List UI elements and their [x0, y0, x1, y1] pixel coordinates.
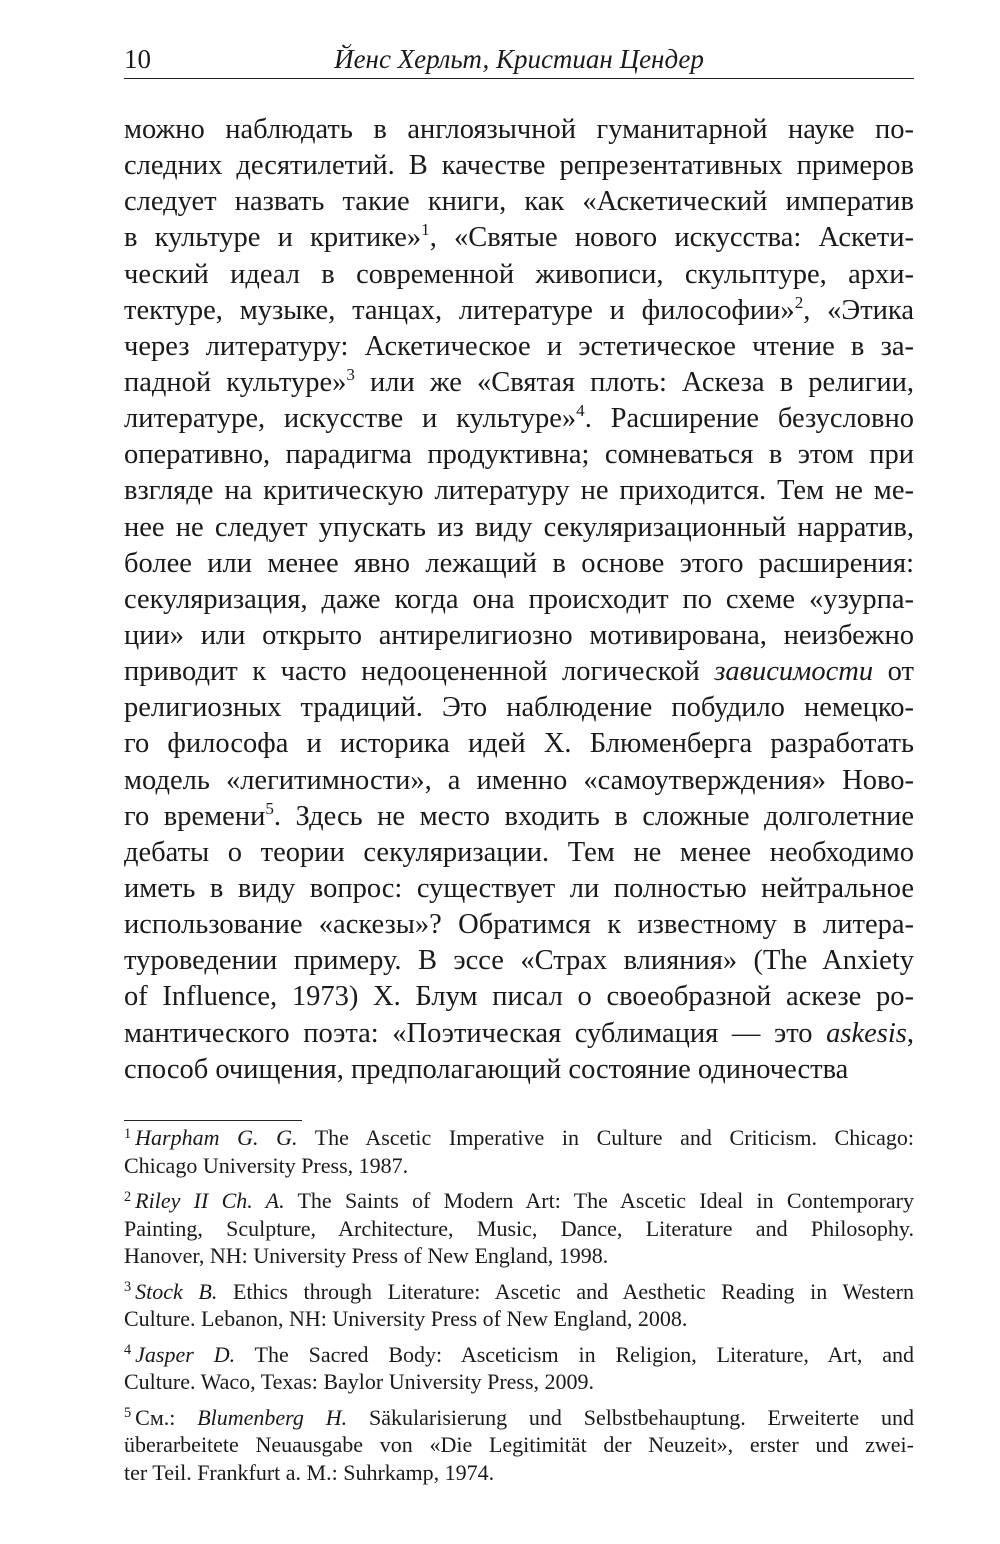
text-line: следует назвать такие книги, как «Аскетический императив	[124, 186, 914, 218]
footnote: $^3$ Stock B. Ethics through Literature: Ascetic and Aesthetic Reading in Western Culture. Lebanon, NH: University Press of New England, 2008.	[124, 1278, 914, 1331]
text-line: го философа и историка идей Х. Блюменберга разработать	[124, 728, 914, 760]
footnotes	[124, 1124, 914, 1494]
body-text	[124, 112, 914, 1088]
footnote-author: Riley II Ch. A.	[135, 1188, 285, 1213]
emphasis: askesis	[826, 1017, 907, 1049]
footnote-number: 1	[124, 1125, 132, 1142]
text-line: ческий идеал в современной живописи, скульптуре, архи-	[124, 258, 914, 290]
text-line: туроведении примеру. В эссе «Страх влияния» (The Anxiety	[124, 945, 914, 977]
footnote: $^2$ Riley II Ch. A. The Saints of Modern Art: The Ascetic Ideal in Contemporary Painting, Sculpture, Architecture, Music, Dance, Literature and Philosophy. Hanover, NH: University Press of New England, 1998.	[124, 1188, 915, 1268]
text-line: в культуре и критике»$^1$, «Святые нового искусства: Аскети-	[124, 220, 915, 254]
text-line: литературе, искусстве и культуре»$^4$. Расширение безусловно	[124, 401, 914, 435]
footnote-number: 2	[124, 1188, 132, 1205]
footnote: $^4$ Jasper D. The Sacred Body: Asceticism in Religion, Literature, Art, and Culture. Waco, Texas: Baylor University Press, 2009.	[124, 1341, 914, 1394]
running-title: Йенс Херльт, Кристиан Цендер	[334, 44, 704, 74]
text-line: секуляризация, даже когда она происходит по схеме «узурпа-	[124, 583, 914, 615]
text-line: через литературу: Аскетическое и эстетическое чтение в за-	[124, 330, 914, 362]
footnote-ref[interactable]: 4	[576, 401, 585, 421]
text-line: тектуре, музыке, танцах, литературе и философии»$^2$, «Этика	[124, 292, 914, 326]
emphasis: зависимости	[714, 656, 874, 688]
text-line: го времени$^5$. Здесь не место входить в сложные долголетние	[124, 798, 914, 832]
footnote-number: 4	[124, 1342, 132, 1359]
footnote-author: Blumenberg H.	[197, 1404, 348, 1430]
footnote-author: Harpham G. G.	[135, 1125, 298, 1150]
text-line: приводит к часто недооцененной логической зависимости от	[124, 656, 914, 688]
text-line: модель «легитимности», а именно «самоутверждения» Ново-	[124, 764, 914, 796]
text-line: дебаты о теории секуляризации. Тем не менее необходимо	[124, 836, 914, 868]
header-rule	[124, 78, 914, 79]
footnote-ref[interactable]: 5	[265, 798, 274, 818]
footnote-rule	[124, 1120, 302, 1121]
footnote-ref[interactable]: 2	[794, 292, 804, 312]
footnote-ref[interactable]: 1	[421, 220, 430, 240]
text-line: более или менее явно лежащий в основе этого расширения:	[124, 547, 914, 579]
footnote: $^5$ См.: Blumenberg H. Säkularisierung und Selbstbehauptung. Erweiterte und überarbeitete Neuausgabe von «Die Legitimität der Neuzeit», erster und zwei- ter Teil. Frankfurt a. M.: Suhrkamp, 1974.	[124, 1404, 914, 1485]
text-line: оперативно, парадигма продуктивна; сомневаться в этом при	[124, 439, 914, 471]
footnote-author: Jasper D.	[135, 1341, 236, 1367]
footnote-ref[interactable]: 3	[346, 364, 355, 384]
text-line: использование «аскезы»? Обратимся к известному в литера-	[124, 909, 914, 941]
text-line: иметь в виду вопрос: существует ли полностью нейтральное	[124, 872, 914, 904]
footnote: $^1$ Harpham G. G. The Ascetic Imperative in Culture and Criticism. Chicago: Chicago University Press, 1987.	[124, 1125, 914, 1178]
text-line: ции» или открыто антирелигиозно мотивирована, неизбежно	[124, 619, 914, 651]
text-line: способ очищения, предполагающий состояние одиночества	[124, 1053, 849, 1085]
text-line: of Influence, 1973) Х. Блум писал о своеобразной аскезе ро-	[124, 981, 914, 1013]
text-line: взгляде на критическую литературу не приходится. Тем не ме-	[124, 475, 914, 507]
page-number: 10	[124, 44, 151, 74]
text-line: падной культуре»$^3$ или же «Святая плоть: Аскеза в религии,	[124, 364, 914, 398]
text-line: можно наблюдать в англоязычной гуманитарной науке по-	[124, 114, 914, 145]
text-line: религиозных традиций. Это наблюдение побудило немецко-	[124, 692, 914, 724]
text-line: мантического поэта: «Поэтическая сублимация — это askesis,	[124, 1017, 914, 1049]
text-line: нее не следует упускать из виду секуляризационный нарратив,	[124, 511, 914, 543]
running-header	[124, 44, 914, 78]
footnote-number: 3	[124, 1279, 132, 1296]
footnote-author: Stock B.	[135, 1278, 218, 1304]
text-line: следних десятилетий. В качестве репрезентативных примеров	[124, 150, 914, 182]
footnote-number: 5	[124, 1405, 132, 1422]
